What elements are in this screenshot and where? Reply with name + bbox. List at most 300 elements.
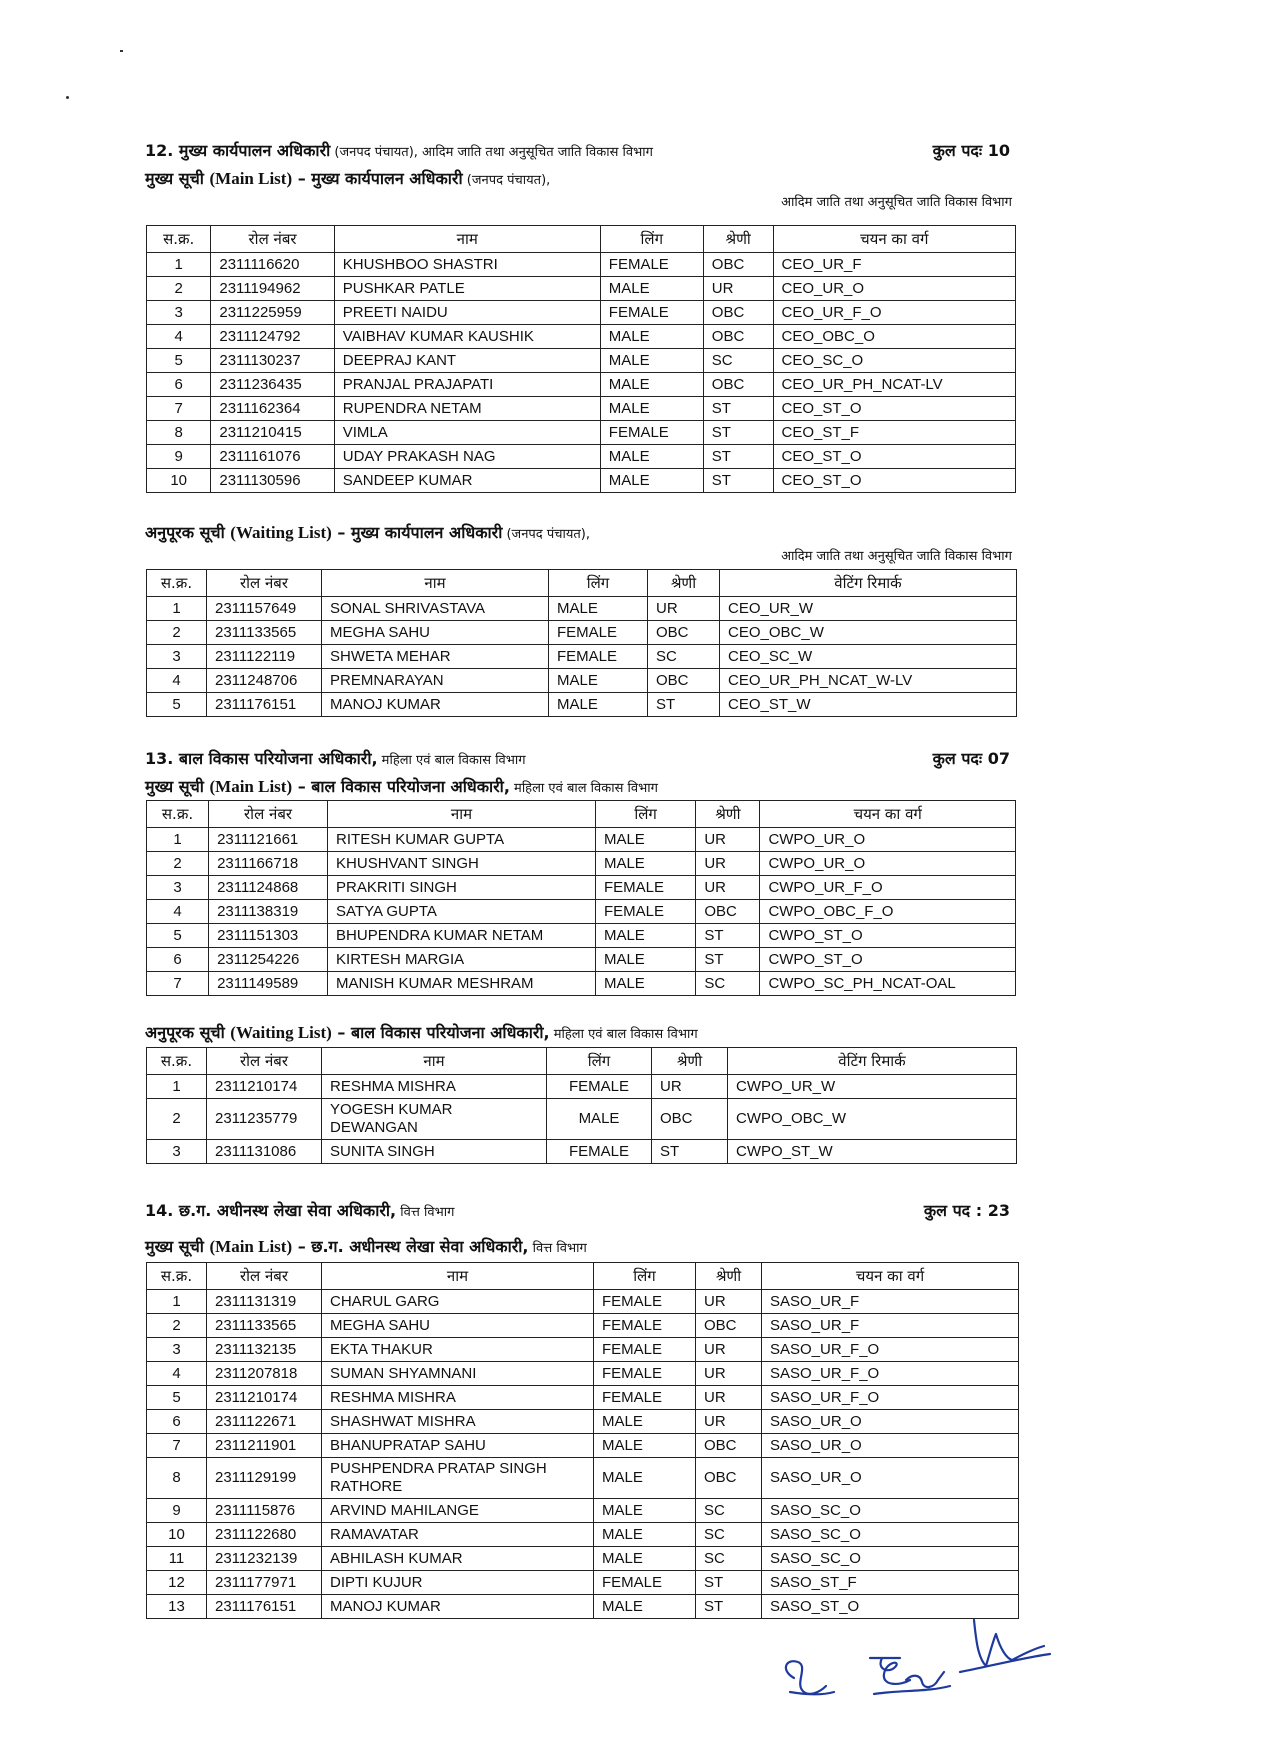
serial-cell: 1 xyxy=(147,828,209,852)
table-header-row xyxy=(147,801,1016,828)
column-header: रोल नंबर xyxy=(209,801,328,828)
category-cell: ST xyxy=(703,445,773,469)
list-dept: वित्त विभाग xyxy=(528,1241,587,1256)
gender-cell: FEMALE xyxy=(595,876,695,900)
roll-number-cell: 2311162364 xyxy=(211,397,334,421)
roll-number-cell: 2311210415 xyxy=(211,421,334,445)
scan-speck xyxy=(66,96,69,99)
column-header: रोल नंबर xyxy=(207,570,322,597)
gender-cell: FEMALE xyxy=(549,645,648,669)
table-row xyxy=(147,1140,1017,1164)
list-title-en: (Waiting List) xyxy=(230,1023,332,1042)
serial-cell: 10 xyxy=(147,1523,207,1547)
gender-cell: MALE xyxy=(600,397,703,421)
category-cell: OBC xyxy=(696,1458,762,1499)
gender-cell: MALE xyxy=(600,445,703,469)
signature-3 xyxy=(960,1620,1050,1672)
table-row xyxy=(147,669,1017,693)
category-cell: OBC xyxy=(696,1314,762,1338)
roll-number-cell: 2311211901 xyxy=(207,1434,322,1458)
category-cell: UR xyxy=(703,277,773,301)
roll-number-cell: 2311133565 xyxy=(207,621,322,645)
table-row xyxy=(147,1523,1019,1547)
name-cell: SONAL SHRIVASTAVA xyxy=(322,597,549,621)
remark-cell: CWPO_ST_O xyxy=(760,948,1016,972)
column-header: स.क्र. xyxy=(147,226,211,253)
roll-number-cell: 2311248706 xyxy=(207,669,322,693)
name-cell: RUPENDRA NETAM xyxy=(334,397,600,421)
roll-number-cell: 2311131086 xyxy=(207,1140,322,1164)
section-14-list-header xyxy=(145,1234,1020,1262)
gender-cell: MALE xyxy=(594,1434,696,1458)
scan-speck xyxy=(120,50,123,52)
list-title-post: – छ.ग. अधीनस्थ लेखा सेवा अधिकारी, xyxy=(292,1237,529,1256)
category-cell: OBC xyxy=(696,900,760,924)
category-cell: UR xyxy=(696,1410,762,1434)
name-cell: MANOJ KUMAR xyxy=(322,1595,594,1619)
table-row xyxy=(147,645,1017,669)
name-cell: VIMLA xyxy=(334,421,600,445)
remark-cell: SASO_ST_O xyxy=(762,1595,1019,1619)
table-row xyxy=(147,1434,1019,1458)
gender-cell: MALE xyxy=(595,924,695,948)
roll-number-cell: 2311254226 xyxy=(209,948,328,972)
remark-cell: CWPO_UR_W xyxy=(728,1075,1017,1099)
column-header: चयन का वर्ग xyxy=(773,226,1015,253)
column-header: रोल नंबर xyxy=(207,1048,322,1075)
category-cell: ST xyxy=(696,948,760,972)
list-title-en: (Main List) xyxy=(209,777,293,796)
column-header: वेटिंग रिमार्क xyxy=(728,1048,1017,1075)
gender-cell: FEMALE xyxy=(594,1290,696,1314)
list-title-en: (Main List) xyxy=(209,1237,293,1256)
gender-cell: MALE xyxy=(600,277,703,301)
list-dept: महिला एवं बाल विकास विभाग xyxy=(509,781,658,796)
serial-cell: 4 xyxy=(147,669,207,693)
table-row xyxy=(147,828,1016,852)
table-row xyxy=(147,277,1016,301)
category-cell: OBC xyxy=(703,301,773,325)
serial-cell: 3 xyxy=(147,645,207,669)
roll-number-cell: 2311207818 xyxy=(207,1362,322,1386)
table-header-row xyxy=(147,1048,1017,1075)
category-cell: OBC xyxy=(703,373,773,397)
category-cell: OBC xyxy=(703,325,773,349)
waiting-list-table-12 xyxy=(146,569,1017,717)
name-cell: ARVIND MAHILANGE xyxy=(322,1499,594,1523)
section-title-dept: वित्त विभाग xyxy=(396,1205,455,1220)
category-cell: SC xyxy=(696,972,760,996)
roll-number-cell: 2311116620 xyxy=(211,253,334,277)
gender-cell: MALE xyxy=(594,1523,696,1547)
total-posts: कुल पदः 07 xyxy=(932,749,1010,768)
gender-cell: FEMALE xyxy=(594,1314,696,1338)
table-row xyxy=(147,948,1016,972)
remark-cell: SASO_UR_F_O xyxy=(762,1338,1019,1362)
table-row xyxy=(147,1338,1019,1362)
category-cell: SC xyxy=(696,1547,762,1571)
table-row xyxy=(147,693,1017,717)
column-header: लिंग xyxy=(600,226,703,253)
serial-cell: 4 xyxy=(147,325,211,349)
column-header: स.क्र. xyxy=(147,1263,207,1290)
section-13-header xyxy=(145,746,1020,802)
name-cell: PREETI NAIDU xyxy=(334,301,600,325)
roll-number-cell: 2311121661 xyxy=(209,828,328,852)
column-header: श्रेणी xyxy=(703,226,773,253)
roll-number-cell: 2311194962 xyxy=(211,277,334,301)
name-cell: KIRTESH MARGIA xyxy=(328,948,596,972)
name-cell: PRAKRITI SINGH xyxy=(328,876,596,900)
name-cell: DIPTI KUJUR xyxy=(322,1571,594,1595)
category-cell: SC xyxy=(696,1523,762,1547)
roll-number-cell: 2311210174 xyxy=(207,1386,322,1410)
remark-cell: CEO_ST_O xyxy=(773,397,1015,421)
table-row xyxy=(147,972,1016,996)
gender-cell: MALE xyxy=(549,693,648,717)
name-cell: SHASHWAT MISHRA xyxy=(322,1410,594,1434)
gender-cell: MALE xyxy=(600,469,703,493)
roll-number-cell: 2311149589 xyxy=(209,972,328,996)
remark-cell: CEO_ST_O xyxy=(773,469,1015,493)
name-cell: RESHMA MISHRA xyxy=(322,1075,547,1099)
table-row xyxy=(147,900,1016,924)
signature-1 xyxy=(786,1661,834,1694)
table-row xyxy=(147,301,1016,325)
column-header: लिंग xyxy=(594,1263,696,1290)
name-cell: RITESH KUMAR GUPTA xyxy=(328,828,596,852)
section-12-header xyxy=(145,138,1020,212)
list-title-en: (Main List) xyxy=(209,169,293,188)
serial-cell: 6 xyxy=(147,373,211,397)
roll-number-cell: 2311176151 xyxy=(207,693,322,717)
name-cell: MANISH KUMAR MESHRAM xyxy=(328,972,596,996)
serial-cell: 7 xyxy=(147,397,211,421)
remark-cell: CEO_SC_W xyxy=(720,645,1017,669)
main-list-table-12 xyxy=(146,225,1016,493)
column-header: चयन का वर्ग xyxy=(762,1263,1019,1290)
remark-cell: SASO_UR_F xyxy=(762,1290,1019,1314)
column-header: स.क्र. xyxy=(147,1048,207,1075)
main-list-table-14 xyxy=(146,1262,1019,1619)
table-header-row xyxy=(147,570,1017,597)
serial-cell: 2 xyxy=(147,621,207,645)
serial-cell: 1 xyxy=(147,597,207,621)
gender-cell: MALE xyxy=(594,1547,696,1571)
roll-number-cell: 2311122671 xyxy=(207,1410,322,1434)
name-cell: KHUSHVANT SINGH xyxy=(328,852,596,876)
section-title: 14. छ.ग. अधीनस्थ लेखा सेवा अधिकारी, xyxy=(145,1201,397,1220)
remark-cell: SASO_SC_O xyxy=(762,1523,1019,1547)
category-cell: SC xyxy=(703,349,773,373)
category-cell: UR xyxy=(696,852,760,876)
column-header: नाम xyxy=(328,801,596,828)
remark-cell: CWPO_UR_F_O xyxy=(760,876,1016,900)
gender-cell: MALE xyxy=(549,669,648,693)
serial-cell: 4 xyxy=(147,900,209,924)
name-cell: SUNITA SINGH xyxy=(322,1140,547,1164)
remark-cell: CEO_UR_PH_NCAT_W-LV xyxy=(720,669,1017,693)
section-title: 12. मुख्य कार्यपालन अधिकारी xyxy=(145,141,331,160)
remark-cell: CEO_UR_PH_NCAT-LV xyxy=(773,373,1015,397)
table-row xyxy=(147,349,1016,373)
name-cell: PRANJAL PRAJAPATI xyxy=(334,373,600,397)
column-header: रोल नंबर xyxy=(211,226,334,253)
gender-cell: MALE xyxy=(594,1458,696,1499)
category-cell: UR xyxy=(696,828,760,852)
category-cell: ST xyxy=(703,421,773,445)
section-13-waiting-header xyxy=(145,1020,1020,1048)
roll-number-cell: 2311232139 xyxy=(207,1547,322,1571)
column-header: वेटिंग रिमार्क xyxy=(720,570,1017,597)
serial-cell: 1 xyxy=(147,253,211,277)
serial-cell: 7 xyxy=(147,1434,207,1458)
category-cell: ST xyxy=(648,693,720,717)
total-posts: कुल पदः 10 xyxy=(932,141,1010,160)
serial-cell: 5 xyxy=(147,924,209,948)
gender-cell: FEMALE xyxy=(594,1338,696,1362)
gender-cell: FEMALE xyxy=(600,301,703,325)
serial-cell: 3 xyxy=(147,876,209,900)
remark-cell: CEO_ST_F xyxy=(773,421,1015,445)
serial-cell: 8 xyxy=(147,1458,207,1499)
list-title-en: (Waiting List) xyxy=(230,523,332,542)
column-header: लिंग xyxy=(547,1048,652,1075)
column-header: नाम xyxy=(322,570,549,597)
category-cell: ST xyxy=(652,1140,728,1164)
remark-cell: SASO_ST_F xyxy=(762,1571,1019,1595)
list-title: मुख्य सूची xyxy=(145,777,204,796)
section-title-dept: महिला एवं बाल विकास विभाग xyxy=(377,753,526,768)
category-cell: SC xyxy=(696,1499,762,1523)
serial-cell: 9 xyxy=(147,445,211,469)
table-row xyxy=(147,1362,1019,1386)
section-title-dept: (जनपद पंचायत), आदिम जाति तथा अनुसूचित जाति विकास विभाग xyxy=(330,145,653,160)
table-row xyxy=(147,445,1016,469)
column-header: लिंग xyxy=(549,570,648,597)
roll-number-cell: 2311129199 xyxy=(207,1458,322,1499)
remark-cell: CWPO_ST_W xyxy=(728,1140,1017,1164)
roll-number-cell: 2311225959 xyxy=(211,301,334,325)
column-header: श्रेणी xyxy=(648,570,720,597)
serial-cell: 3 xyxy=(147,301,211,325)
serial-cell: 5 xyxy=(147,349,211,373)
roll-number-cell: 2311124792 xyxy=(211,325,334,349)
gender-cell: FEMALE xyxy=(594,1571,696,1595)
category-cell: UR xyxy=(696,1362,762,1386)
waiting-list-table-13 xyxy=(146,1047,1017,1164)
category-cell: OBC xyxy=(648,621,720,645)
serial-cell: 6 xyxy=(147,1410,207,1434)
table-row xyxy=(147,421,1016,445)
table-row xyxy=(147,1547,1019,1571)
remark-cell: CEO_SC_O xyxy=(773,349,1015,373)
serial-cell: 2 xyxy=(147,852,209,876)
signature-marks xyxy=(750,1600,1080,1730)
category-cell: UR xyxy=(696,876,760,900)
serial-cell: 2 xyxy=(147,1314,207,1338)
list-title-post: – बाल विकास परियोजना अधिकारी, xyxy=(331,1023,550,1042)
gender-cell: FEMALE xyxy=(594,1386,696,1410)
list-title: अनुपूरक सूची xyxy=(145,1023,225,1042)
list-title-paren: (जनपद पंचायत), xyxy=(502,527,590,542)
gender-cell: FEMALE xyxy=(547,1140,652,1164)
roll-number-cell: 2311177971 xyxy=(207,1571,322,1595)
remark-cell: CWPO_ST_O xyxy=(760,924,1016,948)
serial-cell: 3 xyxy=(147,1140,207,1164)
section-14-header xyxy=(145,1198,1020,1226)
gender-cell: MALE xyxy=(600,349,703,373)
remark-cell: CEO_UR_F_O xyxy=(773,301,1015,325)
column-header: स.क्र. xyxy=(147,570,207,597)
remark-cell: CEO_ST_W xyxy=(720,693,1017,717)
table-header-row xyxy=(147,226,1016,253)
serial-cell: 9 xyxy=(147,1499,207,1523)
roll-number-cell: 2311131319 xyxy=(207,1290,322,1314)
remark-cell: CWPO_UR_O xyxy=(760,852,1016,876)
category-cell: OBC xyxy=(652,1099,728,1140)
roll-number-cell: 2311176151 xyxy=(207,1595,322,1619)
name-cell: KHUSHBOO SHASTRI xyxy=(334,253,600,277)
roll-number-cell: 2311138319 xyxy=(209,900,328,924)
name-cell: CHARUL GARG xyxy=(322,1290,594,1314)
category-cell: ST xyxy=(703,397,773,421)
category-cell: UR xyxy=(696,1338,762,1362)
roll-number-cell: 2311157649 xyxy=(207,597,322,621)
name-cell: MANOJ KUMAR xyxy=(322,693,549,717)
serial-cell: 1 xyxy=(147,1075,207,1099)
category-cell: OBC xyxy=(703,253,773,277)
serial-cell: 4 xyxy=(147,1362,207,1386)
name-cell: VAIBHAV KUMAR KAUSHIK xyxy=(334,325,600,349)
serial-cell: 13 xyxy=(147,1595,207,1619)
remark-cell: SASO_UR_F_O xyxy=(762,1362,1019,1386)
gender-cell: FEMALE xyxy=(600,421,703,445)
table-row xyxy=(147,1386,1019,1410)
roll-number-cell: 2311133565 xyxy=(207,1314,322,1338)
name-cell: PUSHKAR PATLE xyxy=(334,277,600,301)
name-cell: BHUPENDRA KUMAR NETAM xyxy=(328,924,596,948)
category-cell: UR xyxy=(696,1386,762,1410)
roll-number-cell: 2311124868 xyxy=(209,876,328,900)
roll-number-cell: 2311235779 xyxy=(207,1099,322,1140)
category-cell: ST xyxy=(703,469,773,493)
table-row xyxy=(147,876,1016,900)
list-title-post: – बाल विकास परियोजना अधिकारी, xyxy=(292,777,510,796)
gender-cell: MALE xyxy=(600,325,703,349)
gender-cell: MALE xyxy=(595,948,695,972)
serial-cell: 8 xyxy=(147,421,211,445)
roll-number-cell: 2311130596 xyxy=(211,469,334,493)
name-cell: RAMAVATAR xyxy=(322,1523,594,1547)
gender-cell: FEMALE xyxy=(547,1075,652,1099)
serial-cell: 7 xyxy=(147,972,209,996)
table-row xyxy=(147,1499,1019,1523)
remark-cell: SASO_UR_F xyxy=(762,1314,1019,1338)
roll-number-cell: 2311161076 xyxy=(211,445,334,469)
name-cell: ABHILASH KUMAR xyxy=(322,1547,594,1571)
table-row xyxy=(147,924,1016,948)
remark-cell: CWPO_OBC_F_O xyxy=(760,900,1016,924)
table-row xyxy=(147,1458,1019,1499)
name-cell: MEGHA SAHU xyxy=(322,1314,594,1338)
roll-number-cell: 2311122119 xyxy=(207,645,322,669)
section-title: 13. बाल विकास परियोजना अधिकारी, xyxy=(145,749,378,768)
gender-cell: FEMALE xyxy=(595,900,695,924)
table-row xyxy=(147,1410,1019,1434)
list-title: मुख्य सूची xyxy=(145,1237,204,1256)
gender-cell: MALE xyxy=(600,373,703,397)
column-header: श्रेणी xyxy=(652,1048,728,1075)
remark-cell: CEO_UR_W xyxy=(720,597,1017,621)
column-header: नाम xyxy=(334,226,600,253)
remark-cell: SASO_UR_O xyxy=(762,1410,1019,1434)
table-row xyxy=(147,1571,1019,1595)
remark-cell: CEO_UR_F xyxy=(773,253,1015,277)
roll-number-cell: 2311115876 xyxy=(207,1499,322,1523)
remark-cell: SASO_SC_O xyxy=(762,1547,1019,1571)
name-cell: BHANUPRATAP SAHU xyxy=(322,1434,594,1458)
gender-cell: MALE xyxy=(549,597,648,621)
table-row xyxy=(147,1314,1019,1338)
remark-cell: CWPO_OBC_W xyxy=(728,1099,1017,1140)
column-header: श्रेणी xyxy=(696,1263,762,1290)
serial-cell: 10 xyxy=(147,469,211,493)
gender-cell: FEMALE xyxy=(600,253,703,277)
list-title-post: – मुख्य कार्यपालन अधिकारी xyxy=(292,169,463,188)
serial-cell: 2 xyxy=(147,1099,207,1140)
remark-cell: CWPO_SC_PH_NCAT-OAL xyxy=(760,972,1016,996)
gender-cell: MALE xyxy=(595,972,695,996)
section-12-waiting-header xyxy=(145,520,1020,566)
name-cell: UDAY PRAKASH NAG xyxy=(334,445,600,469)
category-cell: ST xyxy=(696,1571,762,1595)
remark-cell: SASO_UR_O xyxy=(762,1458,1019,1499)
category-cell: ST xyxy=(696,1595,762,1619)
gender-cell: MALE xyxy=(595,828,695,852)
serial-cell: 12 xyxy=(147,1571,207,1595)
category-cell: SC xyxy=(648,645,720,669)
remark-cell: SASO_SC_O xyxy=(762,1499,1019,1523)
table-row xyxy=(147,253,1016,277)
roll-number-cell: 2311151303 xyxy=(209,924,328,948)
list-dept: महिला एवं बाल विकास विभाग xyxy=(549,1027,698,1042)
name-cell: SHWETA MEHAR xyxy=(322,645,549,669)
gender-cell: MALE xyxy=(594,1595,696,1619)
list-dept: आदिम जाति तथा अनुसूचित जाति विकास विभाग xyxy=(781,195,1012,210)
column-header: रोल नंबर xyxy=(207,1263,322,1290)
column-header: स.क्र. xyxy=(147,801,209,828)
column-header: श्रेणी xyxy=(696,801,760,828)
name-cell: PUSHPENDRA PRATAP SINGH RATHORE xyxy=(322,1458,594,1499)
list-title: अनुपूरक सूची xyxy=(145,523,225,542)
main-list-table-13 xyxy=(146,800,1016,996)
total-posts: कुल पद : 23 xyxy=(923,1201,1010,1220)
gender-cell: MALE xyxy=(547,1099,652,1140)
column-header: नाम xyxy=(322,1263,594,1290)
name-cell: SUMAN SHYAMNANI xyxy=(322,1362,594,1386)
name-cell: PREMNARAYAN xyxy=(322,669,549,693)
name-cell: RESHMA MISHRA xyxy=(322,1386,594,1410)
gender-cell: FEMALE xyxy=(549,621,648,645)
gender-cell: MALE xyxy=(594,1499,696,1523)
serial-cell: 3 xyxy=(147,1338,207,1362)
table-row xyxy=(147,597,1017,621)
table-header-row xyxy=(147,1263,1019,1290)
serial-cell: 5 xyxy=(147,693,207,717)
serial-cell: 2 xyxy=(147,277,211,301)
category-cell: OBC xyxy=(648,669,720,693)
